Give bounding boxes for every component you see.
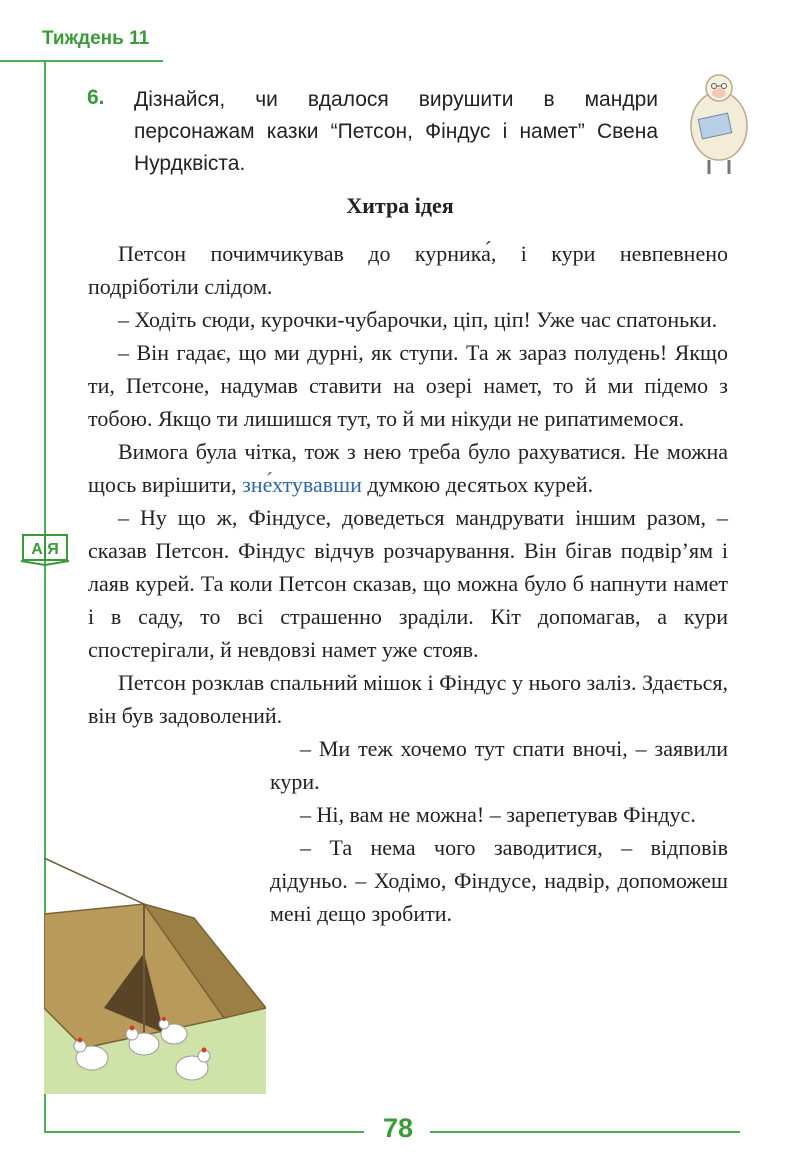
story-title: Хитра ідея	[346, 193, 454, 218]
paragraph-text: думкою десятьох курей.	[361, 472, 594, 497]
story-paragraph: Петсон розклав спальний мішок і Фіндус у нього заліз. Здається, він був задоволений.	[88, 670, 728, 728]
dictionary-word-link[interactable]: зне́хтувавши	[242, 472, 362, 497]
page-number: 78	[382, 1113, 414, 1143]
story-paragraph: – Ми теж хочемо тут спати вночі, – заявили кури.	[270, 736, 728, 794]
dictionary-icon	[20, 532, 70, 566]
story-paragraph: – Ну що ж, Фіндусе, доведеться мандрувати іншим разом, – сказав Петсон. Фіндус відчув розчарування. Він бігав подвір’ям і лаяв курей. Та коли Петсон сказав, що можна було б напнути намет і в саду, то всі страшенно зраділи. Кіт допомагав, а кури спостерігали, й невдовзі намет уже стояв.	[88, 505, 728, 662]
week-label: Тиждень 11	[42, 28, 150, 49]
story-body	[88, 237, 728, 930]
story-paragraph: – Ходіть сюди, курочки-чубарочки, ціп, ціп! Уже час спатоньки.	[118, 307, 718, 332]
task-number: 6.	[87, 86, 105, 109]
story-paragraph: – Та нема чого заводитися, – відповів дідуньо. – Ходімо, Фіндусе, надвір, допоможеш мені дещо зробити.	[270, 835, 728, 926]
dictionary-letters: А Я	[31, 541, 59, 558]
sheep-reading-illustration	[684, 66, 754, 176]
footer-rule-left	[44, 1131, 364, 1133]
story-paragraph: Петсон почимчикував до курника́, і кури невпевнено подріботіли слідом.	[88, 241, 728, 299]
header-rule	[0, 60, 163, 62]
paragraph-text: Вимога була чітка, тож з нею треба було рахуватися. Не можна щось вирішити,	[88, 439, 728, 497]
story-paragraph	[88, 435, 728, 501]
footer-rule-right	[430, 1131, 740, 1133]
story-paragraph: – Він гадає, що ми дурні, як ступи. Та ж зараз полудень! Якщо ти, Петсоне, надумав ставити на озері намет, то й ми підемо з тобою. Якщо ти лишишся тут, то й ми нікуди не рипатимемося.	[88, 340, 728, 431]
task-instruction: Дізнайся, чи вдалося вирушити в мандри персонажам казки “Петсон, Фіндус і намет” Свена Нурдквіста.	[134, 88, 658, 175]
story-paragraph: – Ні, вам не можна! – зарепетував Фіндус.	[300, 802, 696, 827]
tent-and-hens-illustration	[44, 858, 266, 1094]
